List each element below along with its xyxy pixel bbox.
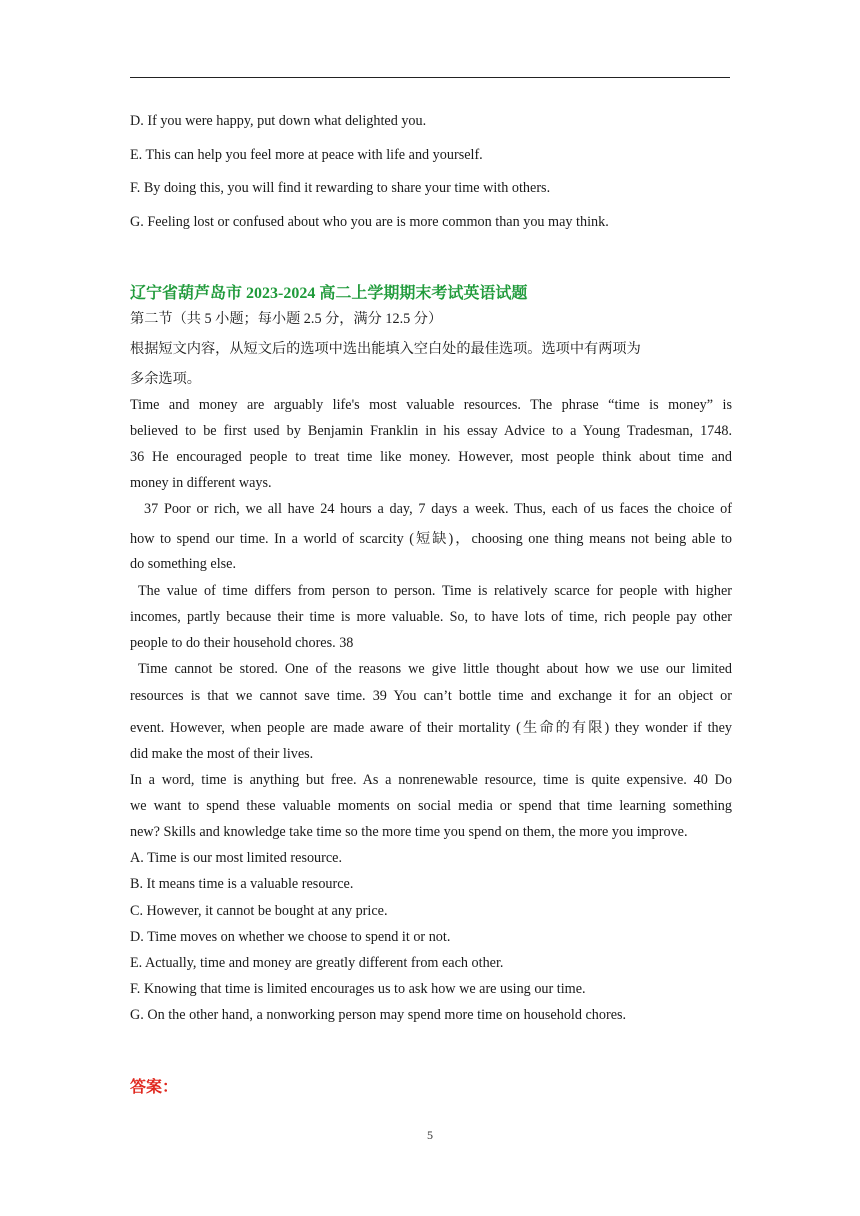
passage-line: how to spend our time. In a world of scarcity (短缺)，choosing one thing means not being able to <box>130 531 732 547</box>
instruction-line-1: 根据短文内容，从短文后的选项中选出能填入空白处的最佳选项。选项中有两项为 <box>130 341 641 357</box>
passage-line: new? Skills and knowledge take time so the more time you spend on them, the more you improve. <box>130 824 688 840</box>
section-title: 辽宁省葫芦岛市 2023-2024 高二上学期期末考试英语试题 <box>130 285 528 302</box>
passage-line: did make the most of their lives. <box>130 746 314 762</box>
option-d: D. Time moves on whether we choose to spend it or not. <box>130 929 451 945</box>
prev-option-d: D. If you were happy, put down what delighted you. <box>130 113 427 129</box>
passage-line: we want to spend these valuable moments on social media or spend that time learning something <box>130 798 732 814</box>
option-f: F. Knowing that time is limited encourages us to ask how we are using our time. <box>130 981 586 997</box>
header-rule <box>130 77 730 78</box>
prev-option-f: F. By doing this, you will find it rewarding to share your time with others. <box>130 180 551 196</box>
option-c: C. However, it cannot be bought at any price. <box>130 903 388 919</box>
prev-option-g: G. Feeling lost or confused about who you are is more common than you may think. <box>130 214 609 230</box>
option-b: B. It means time is a valuable resource. <box>130 876 354 892</box>
passage-line: money in different ways. <box>130 475 272 491</box>
prev-option-e: E. This can help you feel more at peace with life and yourself. <box>130 147 483 163</box>
passage-line: In a word, time is anything but free. As a nonrenewable resource, time is quite expensive. 40 Do <box>130 772 732 788</box>
passage-line: do something else. <box>130 556 236 572</box>
option-g: G. On the other hand, a nonworking person may spend more time on household chores. <box>130 1007 627 1023</box>
option-a: A. Time is our most limited resource. <box>130 850 343 866</box>
passage-line: people to do their household chores. 38 <box>130 635 354 651</box>
passage-line: 36 He encouraged people to treat time like money. However, most people think about time and <box>130 449 732 465</box>
passage-line: event. However, when people are made aware of their mortality (生命的有限) they wonder if they <box>130 720 732 736</box>
answer-label: 答案： <box>130 1079 179 1096</box>
passage-line: believed to be first used by Benjamin Franklin in his essay Advice to a Young Tradesman, 1748. <box>130 423 732 439</box>
option-e: E. Actually, time and money are greatly different from each other. <box>130 955 504 971</box>
page-number: 5 <box>427 1128 433 1142</box>
section-subtitle: 第二节（共 5 小题；每小题 2.5 分，满分 12.5 分） <box>130 311 443 327</box>
passage-line: The value of time differs from person to person. Time is relatively scarce for people with higher <box>138 583 732 599</box>
passage-line: Time and money are arguably life's most valuable resources. The phrase “time is money” is <box>130 397 732 413</box>
passage-line: incomes, partly because their time is more valuable. So, to have lots of time, rich people pay other <box>130 609 732 625</box>
passage-line: 37 Poor or rich, we all have 24 hours a day, 7 days a week. Thus, each of us faces the choice of <box>144 501 732 517</box>
passage-line: resources is that we cannot save time. 39 You can’t bottle time and exchange it for an object or <box>130 688 732 704</box>
instruction-line-2: 多余选项。 <box>130 371 201 387</box>
passage-line: Time cannot be stored. One of the reasons we give little thought about how we use our limited <box>138 661 732 677</box>
